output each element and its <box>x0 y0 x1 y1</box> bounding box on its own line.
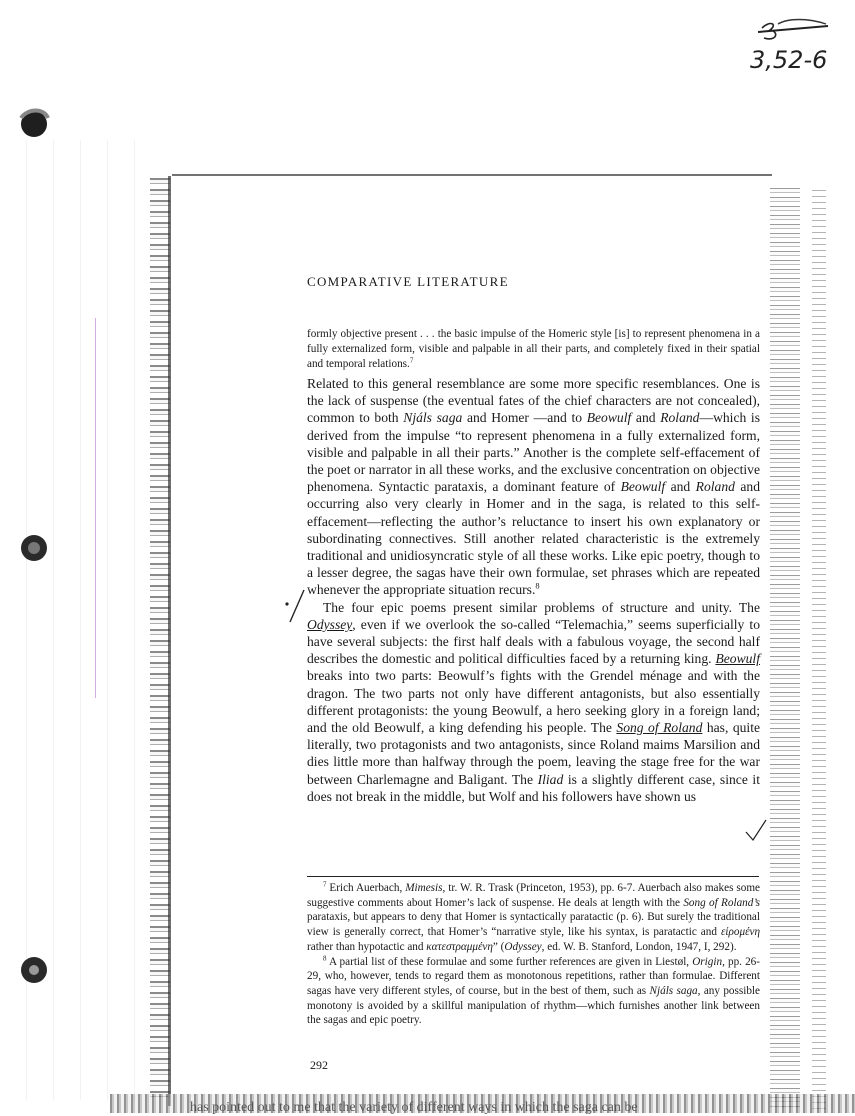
scan-page-edge-right-outer <box>812 190 826 1110</box>
binder-margin-line <box>95 318 96 698</box>
body-text <box>307 375 760 805</box>
punch-hole-icon <box>14 104 54 144</box>
footnote-8: $^8$ A partial list of these formulae and some further references are given in Liestøl, Origin, pp. 26-29, who, however, tends to regard them as monotonous repetitions, rather than formulae. Different sagas have very different styles, of course, but in the best of them, such as Njáls saga, any possible monotony is avoided by a skillful manipulation of rhythm—which furnishes another link between the sagas and epic poetry. <box>307 953 760 1027</box>
scan-page-edge-left-line <box>168 176 171 1106</box>
scan-page-edge-top <box>172 174 772 180</box>
pen-mark-icon <box>744 818 768 844</box>
pen-mark-icon <box>284 588 308 624</box>
bleed-through-text: has pointed out to me that the variety of different ways in which the saga can be <box>190 1100 638 1115</box>
running-head: COMPARATIVE LITERATURE <box>307 274 509 289</box>
footnote-ref: 7 <box>409 356 414 365</box>
scan-page-edge-right <box>770 188 800 1108</box>
footnote-divider <box>307 876 759 877</box>
paragraph: Related to this general resemblance are some more specific resemblances. One is the lack of suspense (the eventual fates of the chief characters are not concealed), common to both Njáls saga and Homer —and to Beowulf and Roland—which is derived from the impulse “to represent phenomena in a fully externalized form, visible and palpable in all their parts.” Another is the complete self-effacement of the poet or narrator in all these works, and the exclusive concentration on objective phenomena. Syntactic parataxis, a dominant feature of Beowulf and Roland and occurring also very clearly in Homer and in the saga, is related to this self-effacement—reflecting the author’s reluctance to insert his own explanatory or subordinating connectives. Still another related characteristic is the extremely traditional and unidiosyncratic style of all these works. Like epic poetry, though to a lesser degree, the sagas have their own formulae, set phrases which are repeated whenever the appropriate situation recurs.$^8$ <box>307 376 760 598</box>
scan-page-edge-left <box>150 178 170 1098</box>
block-quote-text: formly objective present . . . the basic impulse of the Homeric style [is] to represent phenomena in a fully externalized form, visible and palpable in all their parts, and completely fixed in their spatial and temporal relations. <box>307 328 760 370</box>
page-number: 292 <box>310 1058 328 1072</box>
handwritten-note-text: 3,52-6 <box>750 46 828 74</box>
paragraph: The four epic poems present similar problems of structure and unity. The Odyssey, even if we overlook the so-called “Telemachia,” seems superficially to have several subjects: the first half deals with a fabulous voyage, the second half describes the domestic and political difficulties faced by a returning king. Beowulf breaks into two parts: Beowulf’s fights with the Grendel ménage and with the dragon. The two parts not only have different antagonists, but also essentially different protagonists: the young Beowulf, a hero seeking glory in a foreign land; and the old Beowulf, a king defending his people. The Song of Roland has, quite literally, two protagonists and two antagonists, since Roland maims Marsilion and dies little more than halfway through the poem, leaving the stage free for the war between Charlemagne and Baligant. The Iliad is a slightly different case, since it does not break in the middle, but Wolf and his followers have shown us <box>307 599 761 804</box>
block-quote <box>307 327 760 372</box>
handwritten-note <box>748 14 844 76</box>
handwritten-note-drawing <box>748 14 844 76</box>
footnote-ref: 8 <box>535 580 540 591</box>
footnotes <box>307 881 760 1028</box>
punch-hole-icon <box>14 528 54 568</box>
footnote-7: $^7$ Erich Auerbach, Mimesis, tr. W. R. Trask (Princeton, 1953), pp. 6-7. Auerbach also makes some suggestive comments about Homer’s lack of suspense. He deals at length with the Song of Roland’s parataxis, but appears to deny that Homer is syntactically paratactic (p. 6). But surely the traditional view is generally correct, that Homer’s “narrative style, like his syntax, is paratactic and εἰρομένη rather than hypotactic and κατεστραμμένη” (Odyssey, ed. W. B. Stanford, London, 1947, I, 292). <box>307 880 760 953</box>
punch-hole-icon <box>14 950 54 990</box>
